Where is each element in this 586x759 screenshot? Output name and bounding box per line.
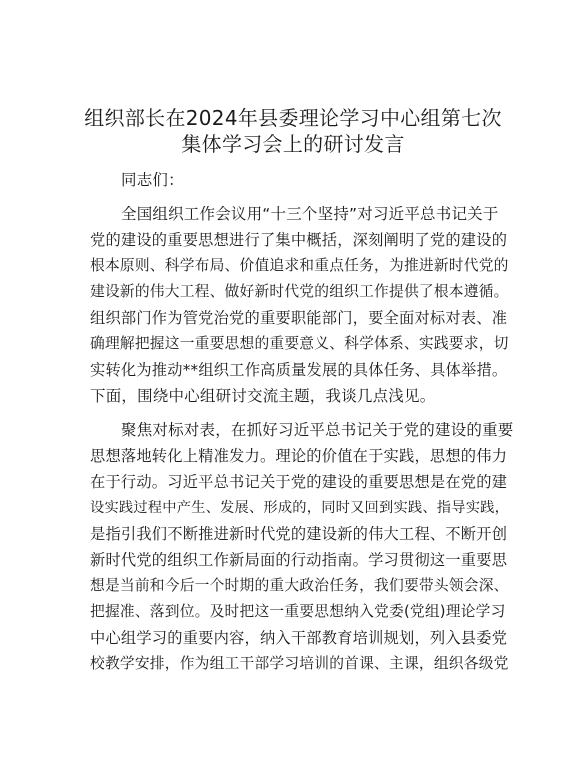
salutation: 同志们： [121,171,184,189]
paragraph-1-line: 建设新的伟大工程、做好新时代党的组织工作提供了根本遵循。 [90,283,509,300]
paragraph-1-line: 全国组织工作会议用“十三个坚持”对习近平总书记关于 [121,205,499,223]
paragraph-2-line: 思想落地转化上精准发力。理论的价值在于实践，思想的伟力 [90,447,508,465]
paragraph-2-line: 把握准、落到位。及时把这一重要思想纳入党委(党组)理论学习 [90,603,506,620]
paragraph-1-line: 确理解把握这一重要思想的重要意义、科学体系、实践要求，切 [90,335,509,352]
paragraph-2-line: 在于行动。习近平总书记关于党的建设的重要思想是在党的建 [90,473,508,491]
paragraph-2-line: 想是当前和今后一个时期的重大政治任务，我们要带头领会深、 [90,577,509,594]
paragraph-2-line: 聚焦对标对表，在抓好习近平总书记关于党的建设的重要 [121,421,514,439]
paragraph-2-line: 是指引我们不断推进新时代党的建设新的伟大工程、不断开创 [90,525,508,543]
document-title-line-2: 集体学习会上的研讨发言 [181,132,405,156]
paragraph-2-line: 设实践过程中产生、发展、形成的，同时又回到实践、指导实践， [90,500,510,516]
paragraph-1-line: 根本原则、科学布局、价值追求和重点任务，为推进新时代党的 [90,257,509,274]
paragraph-2-line: 校教学安排，作为组工干部学习培训的首课、主课，组织各级党 [90,655,509,672]
document-title-line-1: 组织部长在2024年县委理论学习中心组第七次 [84,106,502,130]
paragraph-2-line: 中心组学习的重要内容，纳入干部教育培训规划，列入县委党 [90,629,508,647]
paragraph-2-line: 新时代党的组织工作新局面的行动指南。学习贯彻这一重要思 [90,551,508,569]
paragraph-1-line: 实转化为推动**组织工作高质量发展的具体任务、具体举措。 [90,361,508,379]
paragraph-1-line: 组织部门作为管党治党的重要职能部门，要全面对标对表、准 [90,309,508,327]
paragraph-1-line: 下面，围绕中心组研讨交流主题，我谈几点浅见。 [90,387,436,405]
paragraph-1-line: 党的建设的重要思想进行了集中概括，深刻阐明了党的建设的 [90,231,508,249]
